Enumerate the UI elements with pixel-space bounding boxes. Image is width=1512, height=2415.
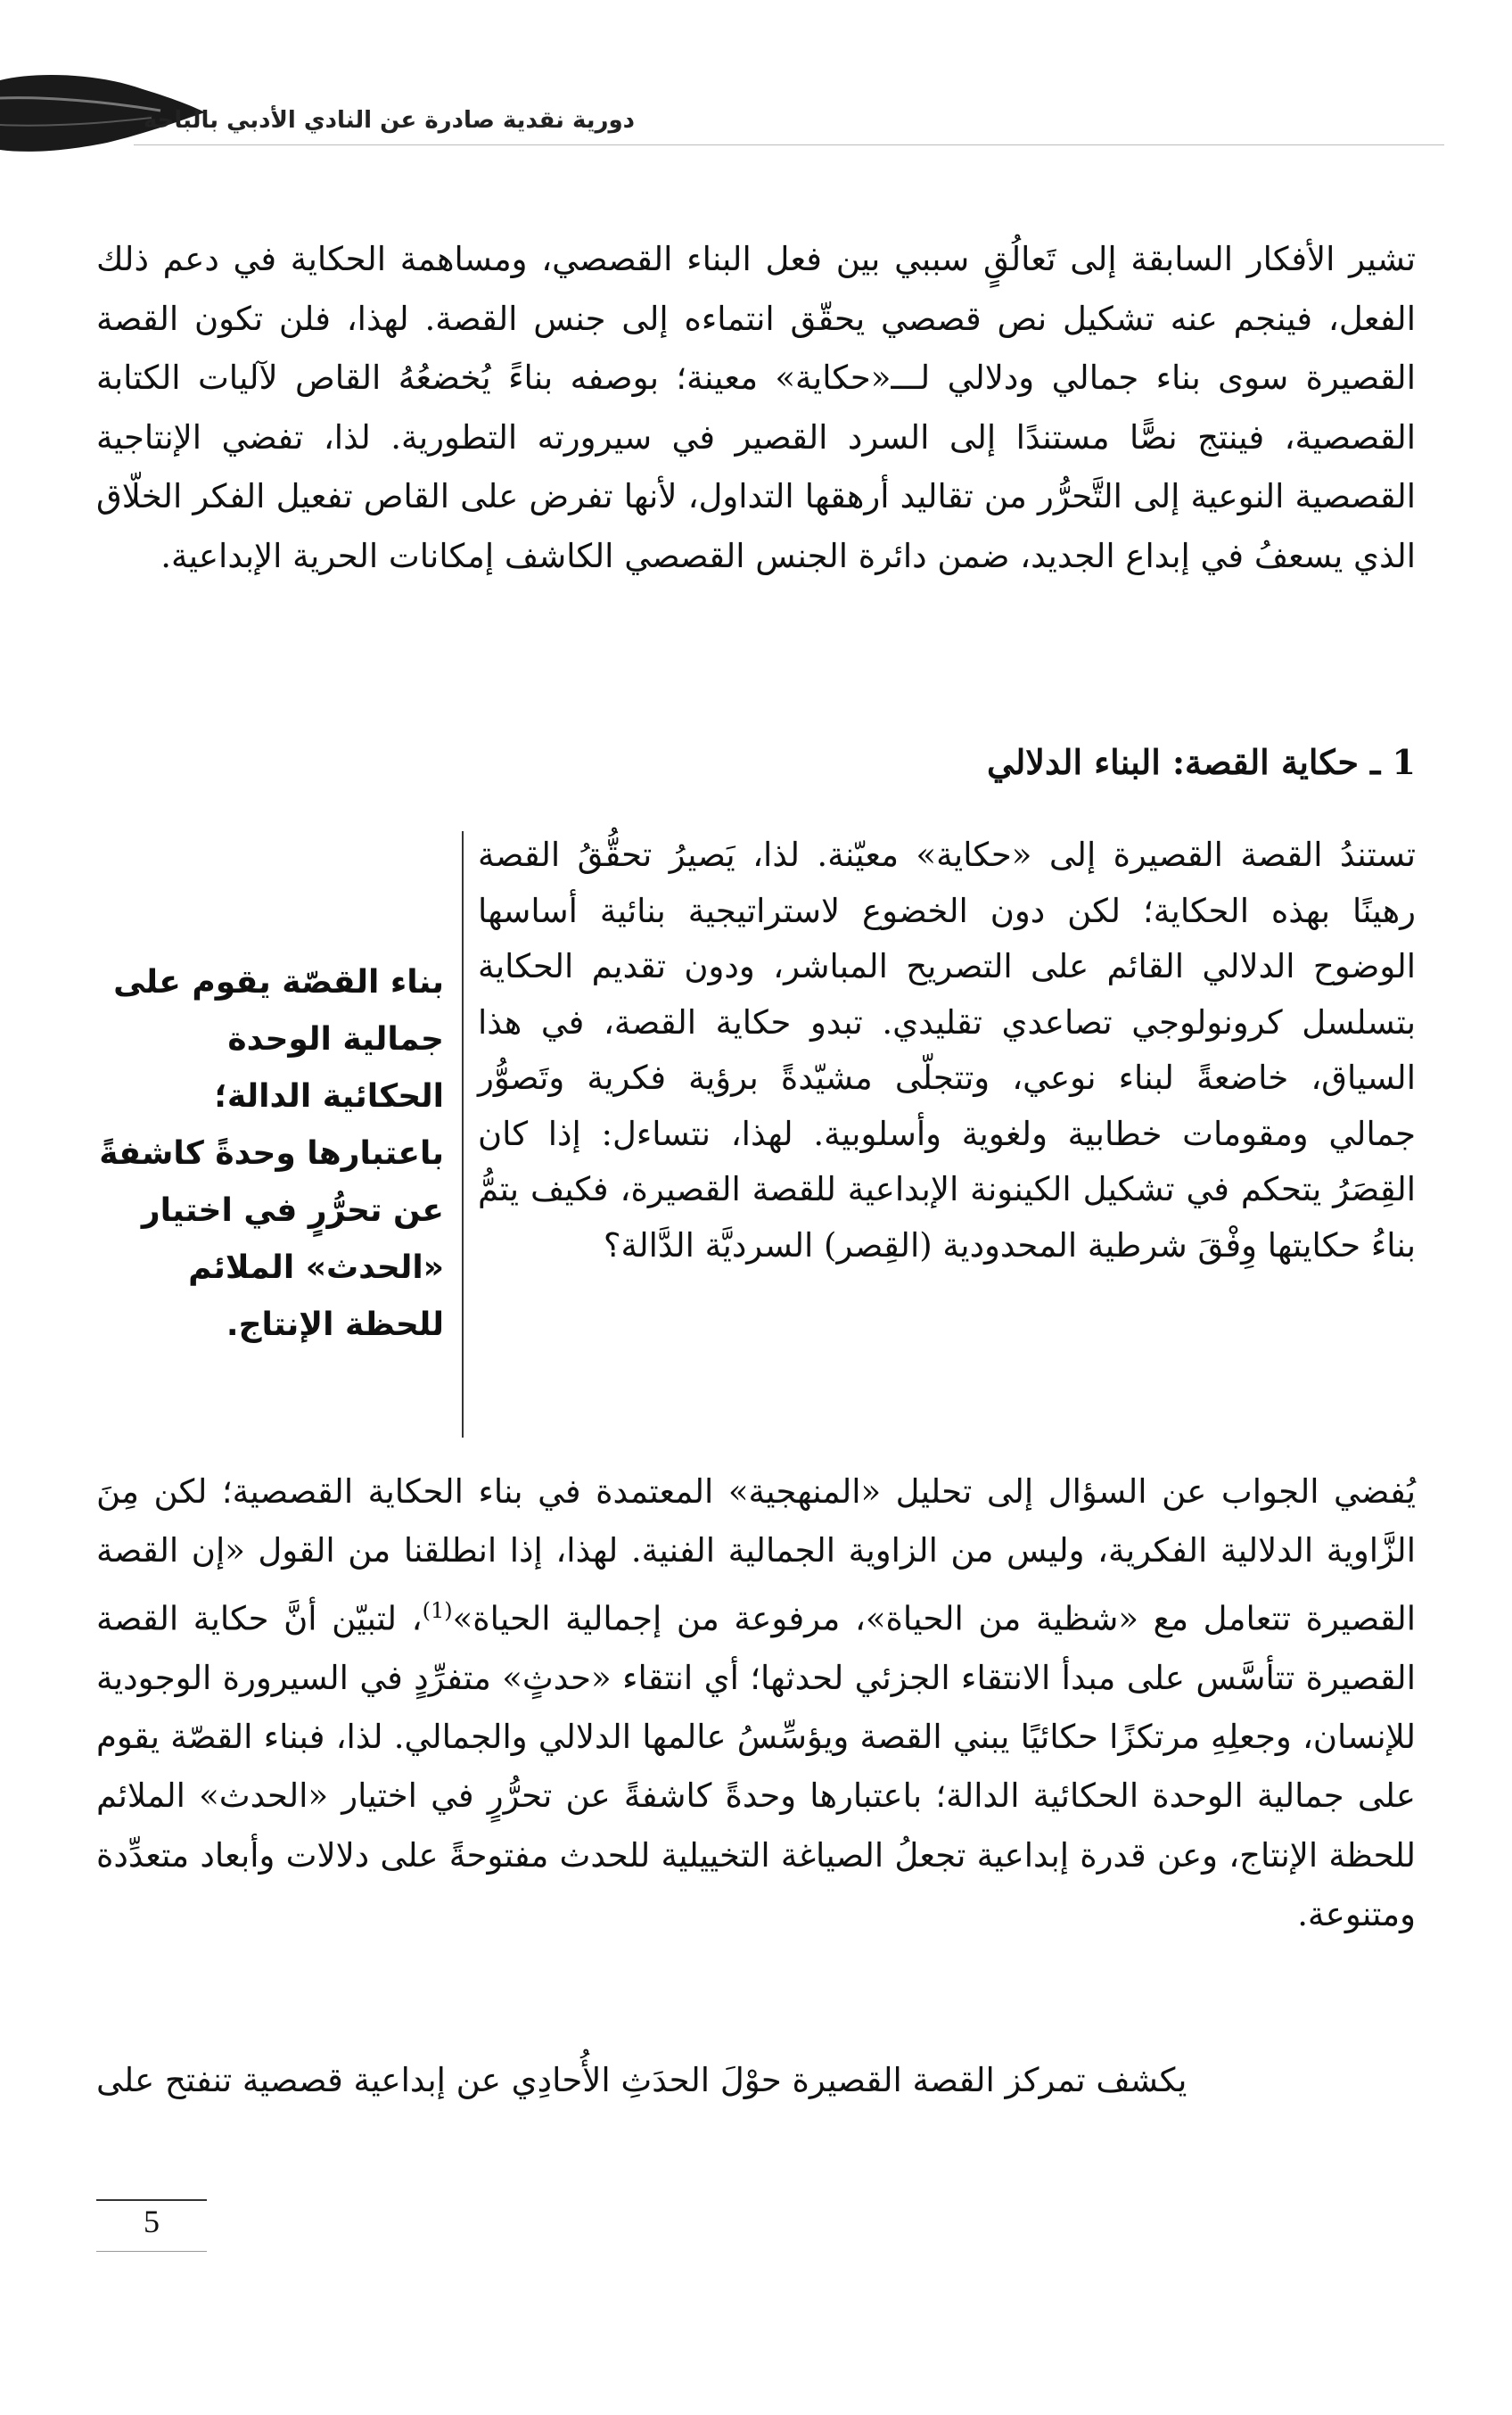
body-paragraph-4: يكشف تمركز القصة القصيرة حوْلَ الحدَثِ الأُحادِي عن إبداعية قصصية تنفتح على <box>96 2061 1187 2099</box>
footnote-reference[interactable]: (1) <box>422 1597 453 1623</box>
journal-tagline: دورية نقدية صادرة عن النادي الأدبي بالباحة <box>143 107 635 134</box>
section-heading: 1 ـ حكاية القصة: البناء الدلالي <box>987 742 1416 782</box>
footer-divider-top <box>96 2199 207 2201</box>
header-divider <box>134 144 1444 145</box>
paragraph-3-part-1: يُفضي الجواب عن السؤال إلى تحليل «المنهجية» المعتمدة في بناء الحكاية القصصية؛ لكن مِنَ الزَّاوية الدلالية الفكرية، وليس من الزاوية الجمالية الفنية. لهذا، إذا انطلقنا من القول «إن القصة القصيرة تتعامل مع «شظية من الحياة»، مرفوعة من إجمالية الحياة» <box>96 1472 1417 1638</box>
page-number: 5 <box>144 2204 160 2239</box>
footer-divider-bottom <box>96 2251 207 2252</box>
pull-quote-divider <box>462 831 464 1438</box>
pull-quote: بناء القصّة يقوم على جمالية الوحدة الحكائية الدالة؛ باعتبارها وحدةً كاشفةً عن تحرُّرٍ في اختيار «الحدث» الملائم للحظة الإنتاج. <box>99 964 444 1343</box>
body-paragraph-1: تشير الأفكار السابقة إلى تَعالُقٍ سببي بين فعل البناء القصصي، ومساهمة الحكاية في دعم ذلك الفعل، فينجم عنه تشكيل نص قصصي يحقّق انتماءه إلى جنس القصة. لهذا، فلن تكون القصة القصيرة سوى بناء جمالي ودلالي لـــ«حكاية» معينة؛ بوصفه بناءً يُخضعُهُ القاص لآليات الكتابة القصصية، فينتج نصًّا مستندًا إلى السرد القصير في سيرورته التطورية. لذا، تفضي الإنتاجية القصصية النوعية إلى التَّحرُّر من تقاليد أرهقها التداول، لأنها تفرض على القاص تفعيل الفكر الخلّاق الذي يسعفُ في إبداع الجديد، ضمن دائرة الجنس القصصي الكاشف إمكانات الحرية الإبداعية. <box>96 240 1416 575</box>
paragraph-3-part-2: ، لتبيّن أنَّ حكاية القصة القصيرة تتأسَّس على مبدأ الانتقاء الجزئي لحدثها؛ أي انتقاء «حدثٍ» متفرِّدٍ في السيرورة الوجودية للإنسان، وجعلِهِ مرتكزًا حكائيًا يبني القصة ويؤسِّسُ عالمها الدلالي والجمالي. لذا، فبناء القصّة يقوم على جمالية الوحدة الحكائية الدالة؛ باعتبارها وحدةً كاشفةً عن تحرُّرٍ في اختيار «الحدث» الملائم للحظة الإنتاج، وعن قدرة إبداعية تجعلُ الصياغة التخييلية للحدث مفتوحةً على دلالات وأبعاد متعدِّدة ومتنوعة. <box>96 1599 1416 1934</box>
body-paragraph-3 <box>96 1463 1416 1945</box>
body-paragraph-2: تستندُ القصة القصيرة إلى «حكاية» معيّنة. لذا، يَصيرُ تحقُّقُ القصة رهينًا بهذه الحكاية؛ لكن دون الخضوع لاستراتيجية بنائية أساسها الوضوح الدلالي القائم على التصريح المباشر، ودون تقديم الحكاية بتسلسل كرونولوجي تصاعدي تقليدي. تبدو حكاية القصة، في هذا السياق، خاضعةً لبناء نوعي، وتتجلّى مشيّدةً برؤية فكرية وتَصوُّر جمالي ومقومات خطابية ولغوية وأسلوبية. لهذا، نتساءل: إذا كان القِصَرُ يتحكم في تشكيل الكينونة الإبداعية للقصة القصيرة، فكيف يتمُّ بناءُ حكايتها وِفْقَ شرطية المحدودية (القِصر) السرديَّة الدَّالة؟ <box>478 836 1416 1265</box>
